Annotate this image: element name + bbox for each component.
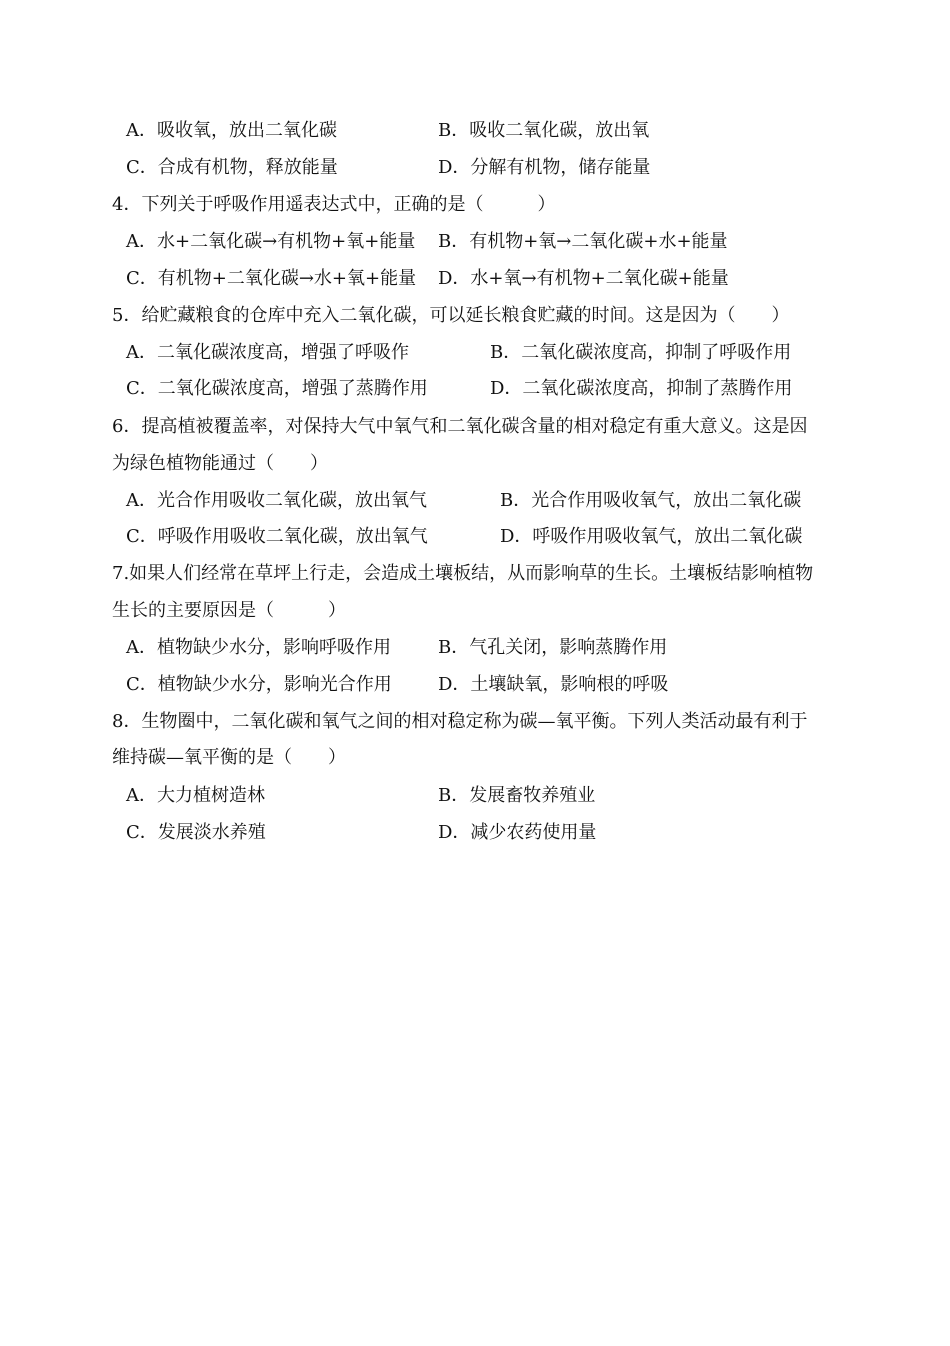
q4-option-b: B．有机物+氧→二氧化碳+水+能量 (438, 231, 728, 252)
q4-stem: 4．下列关于呼吸作用遥表达式中，正确的是（ ） (112, 194, 556, 215)
q8-stem-line-2: 维持碳—氧平衡的是（ ） (112, 747, 346, 768)
q7-option-d: D．土壤缺氧，影响根的呼吸 (438, 674, 669, 695)
q8-option-d: D．减少农药使用量 (438, 822, 597, 843)
q8-option-c: C．发展淡水养殖 (126, 822, 266, 843)
q5-option-a: A．二氧化碳浓度高，增强了呼吸作 (126, 342, 409, 363)
q7-stem-line-2: 生长的主要原因是（ ） (112, 600, 346, 621)
q8-option-a: A．大力植树造林 (126, 785, 265, 806)
q4-option-c: C．有机物+二氧化碳→水+氧+能量 (126, 268, 417, 289)
q4-option-a: A．水+二氧化碳→有机物+氧+能量 (126, 231, 416, 252)
q6-option-a: A．光合作用吸收二氧化碳，放出氧气 (126, 490, 427, 511)
q7-option-c: C．植物缺少水分，影响光合作用 (126, 674, 392, 695)
q5-option-b: B．二氧化碳浓度高，抑制了呼吸作用 (490, 342, 792, 363)
q7-stem-line-1: 7.如果人们经常在草坪上行走，会造成土壤板结，从而影响草的生长。土壤板结影响植物 (112, 563, 814, 584)
q6-option-b: B．光合作用吸收氧气，放出二氧化碳 (500, 490, 802, 511)
q5-stem: 5．给贮藏粮食的仓库中充入二氧化碳，可以延长粮食贮藏的时间。这是因为（ ） (112, 305, 790, 326)
q3-option-b: B．吸收二氧化碳，放出氧 (438, 120, 650, 141)
q3-option-d: D．分解有机物，储存能量 (438, 157, 651, 178)
q6-option-c: C．呼吸作用吸收二氧化碳，放出氧气 (126, 526, 428, 547)
q7-option-a: A．植物缺少水分，影响呼吸作用 (126, 637, 391, 658)
q5-option-d: D．二氧化碳浓度高，抑制了蒸腾作用 (490, 378, 793, 399)
q3-option-a: A．吸收氧，放出二氧化碳 (126, 120, 337, 141)
q5-option-c: C．二氧化碳浓度高，增强了蒸腾作用 (126, 378, 428, 399)
q6-stem-line-2: 为绿色植物能通过（ ） (112, 453, 328, 474)
q8-option-b: B．发展畜牧养殖业 (438, 785, 596, 806)
q4-option-d: D．水+氧→有机物+二氧化碳+能量 (438, 268, 729, 289)
q6-option-d: D．呼吸作用吸收氧气，放出二氧化碳 (500, 526, 803, 547)
q7-option-b: B．气孔关闭，影响蒸腾作用 (438, 637, 668, 658)
q6-stem-line-1: 6．提高植被覆盖率，对保持大气中氧气和二氧化碳含量的相对稳定有重大意义。这是因 (112, 416, 808, 437)
q8-stem-line-1: 8．生物圈中，二氧化碳和氧气之间的相对稳定称为碳—氧平衡。下列人类活动最有利于 (112, 711, 808, 732)
q3-option-c: C．合成有机物，释放能量 (126, 157, 338, 178)
